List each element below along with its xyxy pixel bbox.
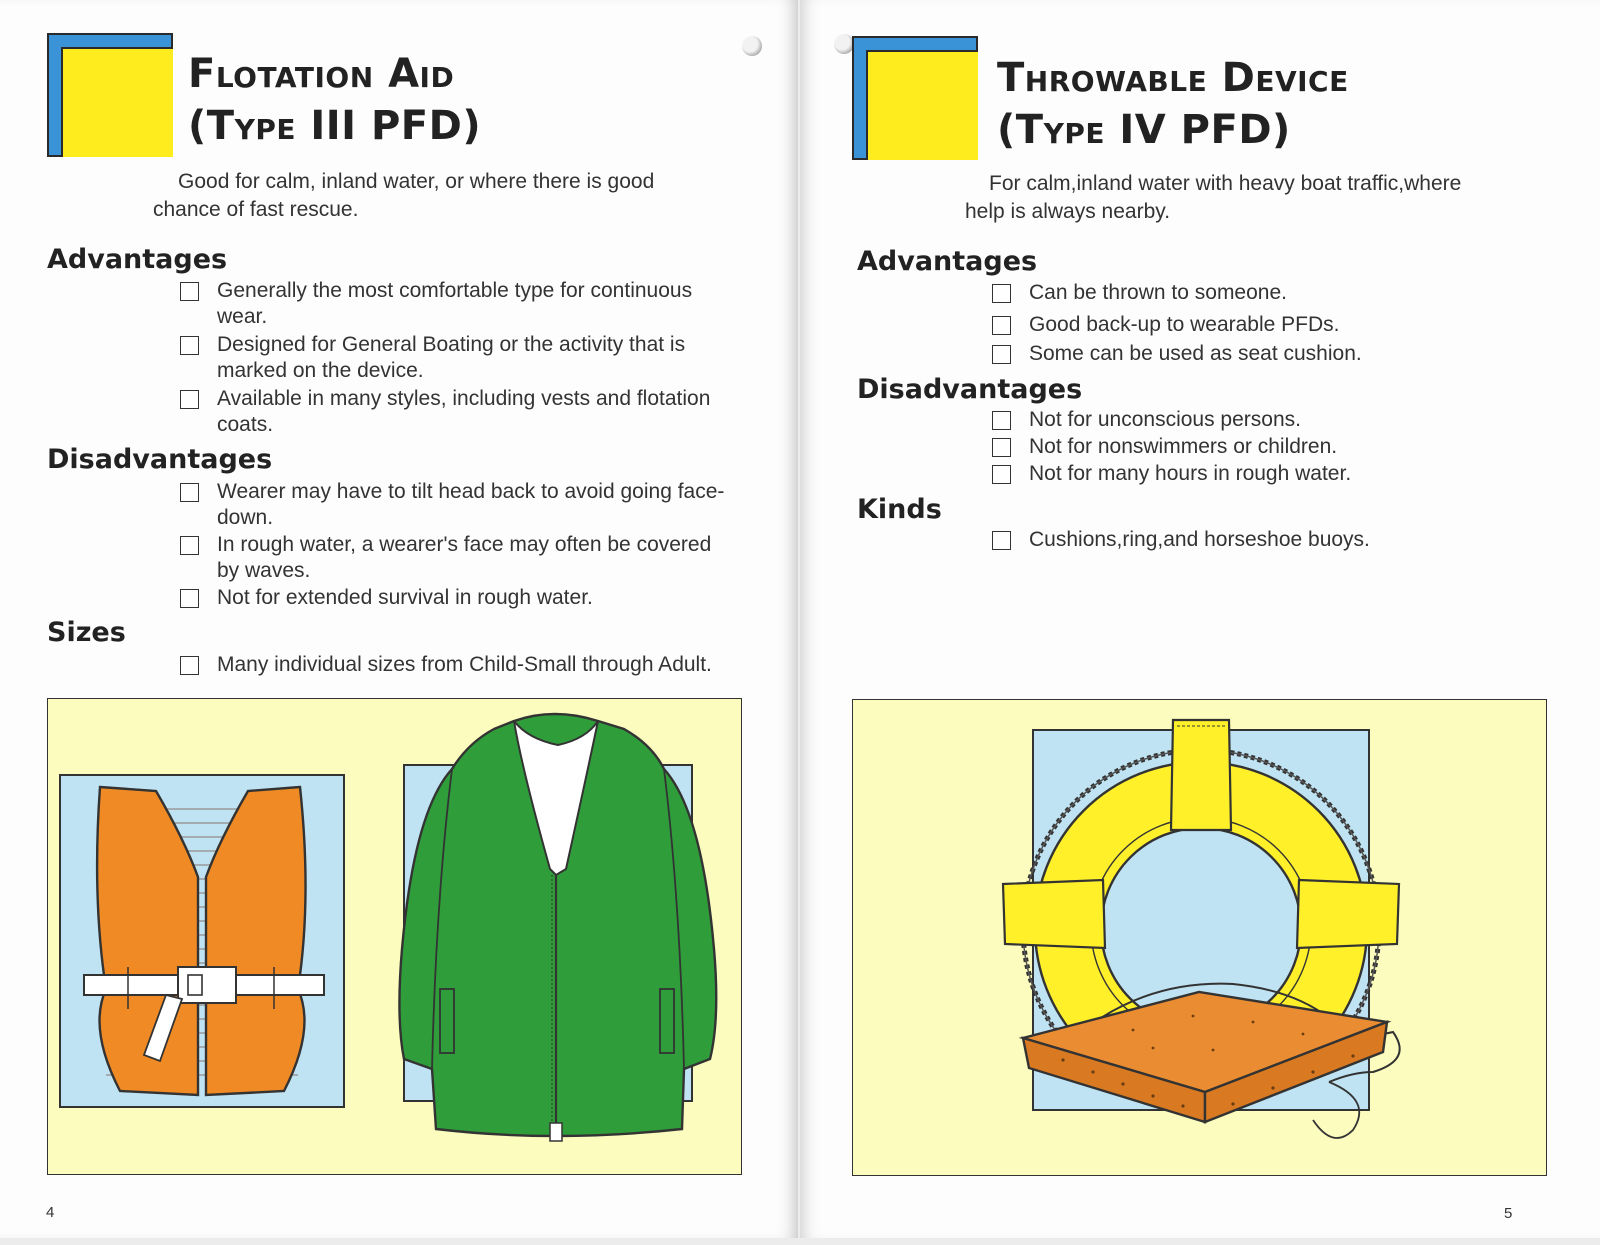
list-item: Designed for General Boating or the activity that is marked on the device. bbox=[217, 332, 685, 384]
intro-text bbox=[153, 168, 654, 224]
list-item: Wearer may have to tilt head back to avoid going face- down. bbox=[217, 479, 724, 531]
checkbox-icon bbox=[180, 282, 199, 301]
list-item: Good back-up to wearable PFDs. bbox=[1029, 312, 1340, 338]
checkbox-icon bbox=[992, 438, 1011, 457]
logo-yellow-square bbox=[61, 47, 173, 157]
title-line-1: Throwable Device bbox=[997, 55, 1349, 101]
checkbox-icon bbox=[992, 316, 1011, 335]
checkbox-icon bbox=[180, 589, 199, 608]
list-item: Not for unconscious persons. bbox=[1029, 407, 1301, 433]
right-page bbox=[800, 0, 1600, 1238]
logo-yellow-square bbox=[866, 50, 978, 160]
type-iv-illustration-svg bbox=[853, 700, 1547, 1176]
list-item: Not for many hours in rough water. bbox=[1029, 461, 1351, 487]
intro-line-1: Good for calm, inland water, or where there is good bbox=[178, 170, 655, 193]
list-item: Not for extended survival in rough water. bbox=[217, 585, 593, 611]
title-line-2: (Type III PFD) bbox=[188, 103, 482, 149]
checkbox-icon bbox=[180, 483, 199, 502]
list-item: Available in many styles, including vests and flotation coats. bbox=[217, 386, 710, 438]
list-item: Cushions,ring,and horseshoe buoys. bbox=[1029, 527, 1370, 553]
checkbox-icon bbox=[180, 656, 199, 675]
page-title bbox=[188, 48, 481, 152]
page-number: 5 bbox=[1504, 1205, 1513, 1222]
intro-text bbox=[965, 170, 1461, 226]
list-item: Some can be used as seat cushion. bbox=[1029, 341, 1362, 367]
advantages-heading: Advantages bbox=[47, 244, 228, 275]
advantages-heading: Advantages bbox=[857, 246, 1038, 277]
page-number: 4 bbox=[46, 1204, 55, 1221]
sizes-heading: Sizes bbox=[47, 617, 126, 648]
left-page bbox=[0, 0, 798, 1238]
list-item: Generally the most comfortable type for continuous wear. bbox=[217, 278, 692, 330]
checkbox-icon bbox=[992, 345, 1011, 364]
type-iii-illustration-svg bbox=[48, 699, 742, 1175]
list-item: Can be thrown to someone. bbox=[1029, 280, 1287, 306]
kinds-heading: Kinds bbox=[857, 494, 942, 525]
checkbox-icon bbox=[180, 536, 199, 555]
disadvantages-heading: Disadvantages bbox=[857, 374, 1083, 405]
list-item: In rough water, a wearer's face may often be covered by waves. bbox=[217, 532, 711, 584]
checkbox-icon bbox=[992, 465, 1011, 484]
page-title bbox=[997, 52, 1349, 156]
section-logo-block bbox=[852, 36, 978, 160]
checkbox-icon bbox=[992, 531, 1011, 550]
life-vest-icon bbox=[60, 775, 344, 1107]
checkbox-icon bbox=[180, 336, 199, 355]
type-iv-illustration bbox=[852, 699, 1547, 1176]
intro-line-1: For calm,inland water with heavy boat traffic,where bbox=[989, 172, 1462, 195]
list-item: Many individual sizes from Child-Small through Adult. bbox=[217, 652, 712, 678]
checkbox-icon bbox=[992, 284, 1011, 303]
title-line-1: Flotation Aid bbox=[188, 51, 455, 97]
disadvantages-heading: Disadvantages bbox=[47, 444, 273, 475]
intro-line-2: help is always nearby. bbox=[965, 200, 1171, 223]
type-iii-illustration bbox=[47, 698, 742, 1175]
binder-hole bbox=[742, 36, 762, 56]
checkbox-icon bbox=[180, 390, 199, 409]
list-item: Not for nonswimmers or children. bbox=[1029, 434, 1337, 460]
title-line-2: (Type IV PFD) bbox=[997, 107, 1291, 153]
flotation-jacket-icon bbox=[399, 714, 716, 1141]
checkbox-icon bbox=[992, 411, 1011, 430]
intro-line-2: chance of fast rescue. bbox=[153, 198, 359, 221]
binder-hole bbox=[834, 34, 854, 54]
section-logo-block bbox=[47, 33, 173, 157]
